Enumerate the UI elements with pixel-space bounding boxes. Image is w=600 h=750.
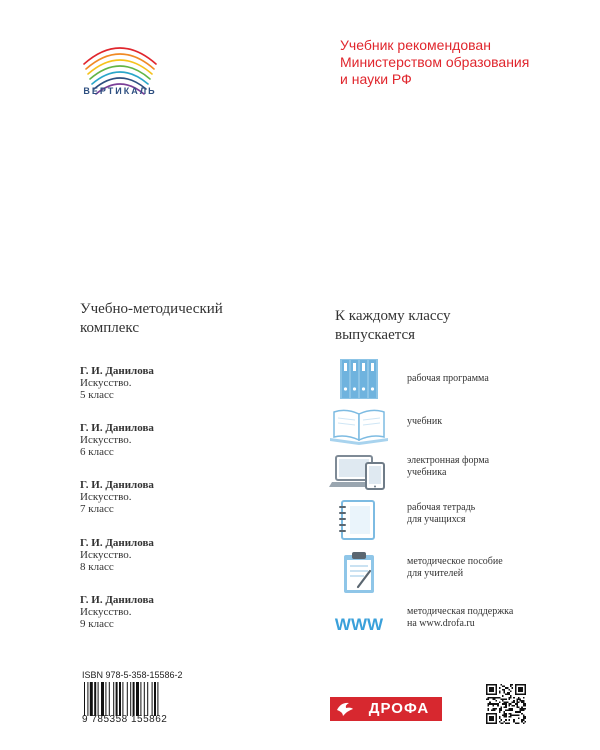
barcode-number: 9 785358 155862 — [82, 714, 168, 725]
drofa-bird-icon — [335, 700, 355, 718]
issue-item-program — [328, 357, 588, 401]
issue-item-label — [407, 556, 587, 580]
issue-item-teacher-guide — [328, 551, 588, 595]
recommendation-line: Министерством образования — [340, 54, 530, 70]
issue-item-label — [407, 606, 587, 630]
issue-item-label — [407, 373, 587, 385]
book-subject: Искусство. — [80, 434, 132, 446]
clipboard-icon — [328, 551, 390, 595]
book-grade: 7 класс — [80, 503, 114, 515]
notebook-icon — [328, 498, 390, 542]
issue-item-line: методическая поддержка — [407, 606, 514, 617]
issue-item-line: на www.drofa.ru — [407, 618, 475, 629]
book-subject: Искусство. — [80, 549, 132, 561]
book-author: Г. И. Данилова — [80, 365, 154, 377]
devices-icon — [328, 451, 390, 495]
www-icon — [328, 602, 390, 646]
book-subject: Искусство. — [80, 491, 132, 503]
barcode-icon — [82, 682, 202, 716]
issue-item-workbook — [328, 498, 588, 542]
book-subject: Искусство. — [80, 606, 132, 618]
book-item — [80, 594, 280, 630]
issue-item-line: методическое пособие — [407, 556, 503, 567]
issue-item-line: электронная форма — [407, 455, 490, 466]
isbn-text: ISBN 978-5-358-15586-2 — [82, 670, 183, 680]
book-item — [80, 365, 280, 401]
publisher-logo — [330, 697, 442, 721]
issue-title-line: К каждому классу — [335, 308, 451, 324]
book-grade: 9 класс — [80, 618, 114, 630]
recommendation-line: Учебник рекомендован — [340, 37, 491, 53]
issue-title — [335, 307, 575, 345]
issue-item-line: учебника — [407, 467, 447, 478]
issue-item-label — [407, 455, 587, 479]
publisher-name: ДРОФА — [368, 700, 430, 717]
issue-item-textbook — [328, 404, 588, 448]
umk-title-line: Учебно-методический — [80, 301, 223, 317]
book-item — [80, 422, 280, 458]
book-item — [80, 537, 280, 573]
book-author: Г. И. Данилова — [80, 479, 154, 491]
binders-icon — [328, 357, 390, 401]
issue-item-label — [407, 502, 587, 526]
www-text: WWW — [334, 615, 384, 634]
issue-item-line: для учителей — [407, 568, 464, 579]
book-author: Г. И. Данилова — [80, 537, 154, 549]
book-item — [80, 479, 280, 515]
issue-item-label — [407, 416, 587, 428]
issue-item-line: для учащихся — [407, 514, 466, 525]
book-author: Г. И. Данилова — [80, 594, 154, 606]
book-author: Г. И. Данилова — [80, 422, 154, 434]
issue-item-line: рабочая программа — [407, 373, 489, 384]
logo-text: ВЕРТИКАЛЬ — [83, 86, 157, 96]
issue-item-support — [328, 602, 588, 646]
book-subject: Искусство. — [80, 377, 132, 389]
issue-item-line: рабочая тетрадь — [407, 502, 476, 513]
issue-title-line: выпускается — [335, 327, 416, 343]
qr-code-icon — [486, 684, 526, 724]
recommendation-text — [340, 37, 580, 88]
book-grade: 6 класс — [80, 446, 114, 458]
umk-title-line: комплекс — [80, 320, 139, 336]
book-grade: 5 класс — [80, 389, 114, 401]
umk-title — [80, 300, 300, 338]
open-book-icon — [328, 404, 390, 448]
book-grade: 8 класс — [80, 561, 114, 573]
issue-item-line: учебник — [407, 416, 443, 427]
recommendation-line: и науки РФ — [340, 71, 412, 87]
issue-item-eform — [328, 451, 588, 495]
